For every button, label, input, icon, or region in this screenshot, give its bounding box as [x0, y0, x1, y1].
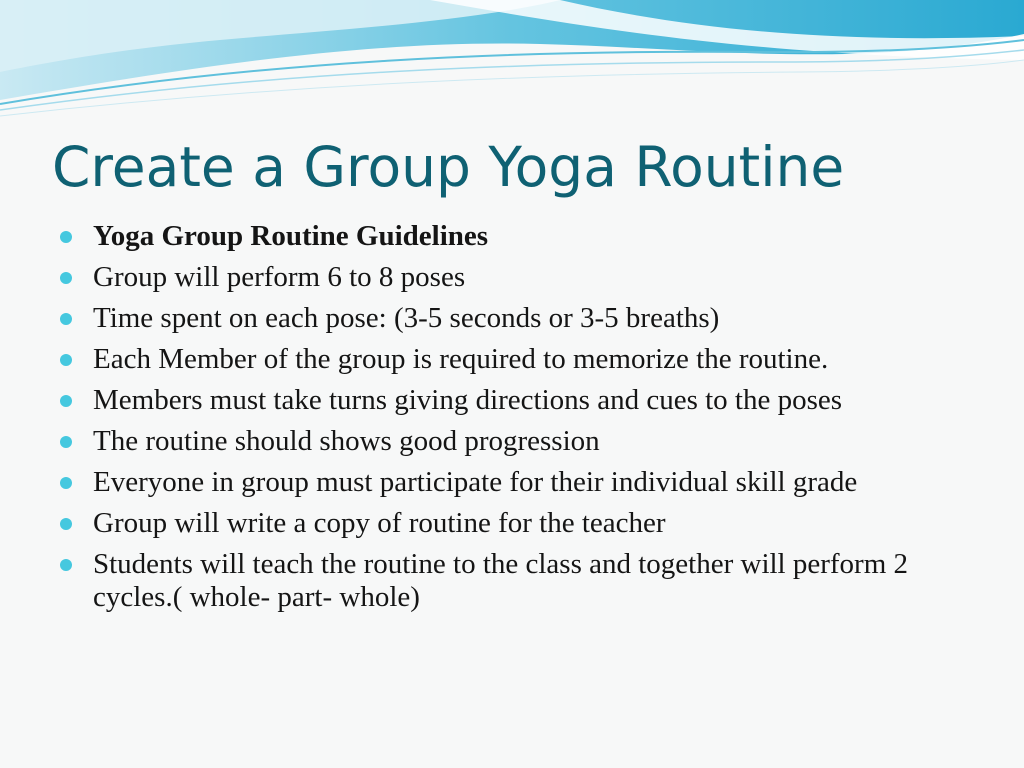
guidelines-list [60, 220, 980, 622]
list-item [60, 261, 980, 294]
list-item [60, 343, 980, 376]
list-item [60, 220, 980, 253]
list-item [60, 507, 980, 540]
list-item [60, 425, 980, 458]
list-item-text: Students will teach the routine to the class and together will perform 2 cycles.( whole- part- whole) [93, 548, 909, 613]
list-item [60, 548, 980, 614]
list-item-text: Group will perform 6 to 8 poses [93, 261, 466, 293]
list-item-text: The routine should shows good progression [93, 425, 600, 457]
list-item-text: Group will write a copy of routine for the teacher [93, 507, 666, 539]
list-item [60, 302, 980, 335]
bullet-dot-icon [60, 518, 72, 530]
list-item-text: Members must take turns giving directions and cues to the poses [93, 384, 843, 416]
bullet-dot-icon [60, 354, 72, 366]
list-item [60, 384, 980, 417]
list-item-text: Everyone in group must participate for their individual skill grade [93, 466, 858, 498]
bullet-dot-icon [60, 436, 72, 448]
bullet-dot-icon [60, 272, 72, 284]
bullet-dot-icon [60, 477, 72, 489]
bullet-dot-icon [60, 395, 72, 407]
slide-title: Create a Group Yoga Routine [52, 135, 845, 199]
list-item-text: Time spent on each pose: (3-5 seconds or 3-5 breaths) [93, 302, 720, 334]
header-wave-decoration [0, 0, 1024, 120]
list-item [60, 466, 980, 499]
bullet-dot-icon [60, 231, 72, 243]
list-item-heading: Yoga Group Routine Guidelines [93, 220, 489, 252]
bullet-dot-icon [60, 313, 72, 325]
list-item-text: Each Member of the group is required to memorize the routine. [93, 343, 829, 375]
bullet-dot-icon [60, 559, 72, 571]
